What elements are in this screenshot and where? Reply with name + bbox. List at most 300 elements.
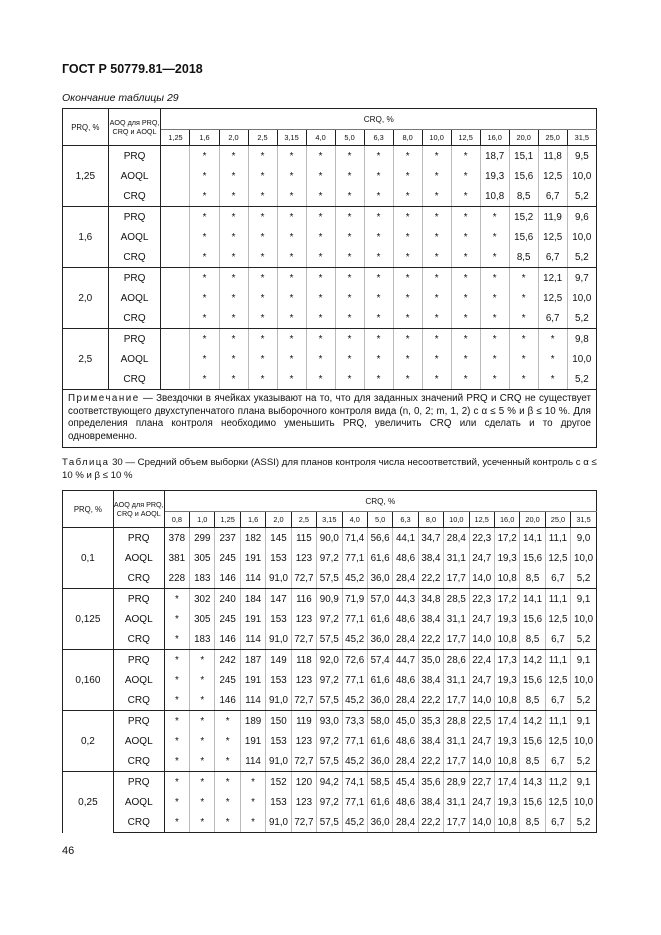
value-cell: 12,5 [545,609,570,629]
value-cell: 91,0 [266,629,291,650]
value-cell: * [364,247,393,268]
value-cell: 24,7 [469,670,494,690]
table-row [63,186,597,207]
value-cell: 71,9 [342,589,367,610]
value-cell: 10,8 [480,186,509,207]
value-cell: 12,5 [545,548,570,568]
value-cell: * [190,690,215,711]
value-cell: 31,1 [444,548,469,568]
value-cell: 9,6 [567,207,596,228]
value-cell: 28,8 [444,711,469,732]
value-cell: 61,6 [367,792,392,812]
value-cell: 35,3 [418,711,443,732]
value-cell: * [219,268,248,289]
value-cell: * [335,247,364,268]
value-cell: * [164,751,189,772]
value-cell: * [248,329,277,350]
value-cell: 12,1 [538,268,567,289]
value-cell: * [219,349,248,369]
value-cell: * [451,186,480,207]
value-cell: * [248,166,277,186]
value-cell: 92,0 [317,650,342,671]
value-cell: * [190,751,215,772]
value-cell: 77,1 [342,609,367,629]
value-cell: 48,6 [393,548,418,568]
value-cell: 94,2 [317,772,342,793]
value-cell: 14,0 [469,568,494,589]
value-cell: 28,4 [444,528,469,549]
value-cell: * [190,329,219,350]
value-cell: 97,2 [317,792,342,812]
note-text: — Звездочки в ячейках указывают на то, что для заданных значений PRQ и CRQ не существует соответствующего двухступенчатого плана выборочного контроля вида (n, 0, 2; m, 1, 2) с α ≤ 5 % и β ≤ 10 %. Для определения плана контроля необходимо уменьшить PRQ, увеличить CRQ или сделать и то другое одновременно. [68,393,591,442]
value-cell: 10,0 [567,227,596,247]
row-label: AOQL [113,609,164,629]
value-cell: 10,8 [494,812,519,833]
value-cell: * [164,629,189,650]
value-cell: * [174,796,179,808]
value-cell: * [190,731,215,751]
value-cell: * [190,792,215,812]
value-cell: 24,7 [469,548,494,568]
value-cell: 97,2 [317,548,342,568]
value-cell [161,247,190,268]
value-cell: 31,1 [444,792,469,812]
value-cell: * [335,207,364,228]
value-cell: 14,2 [520,650,545,671]
value-cell: * [422,308,451,329]
value-cell: * [190,146,219,167]
row-label: PRQ [113,589,164,610]
value-cell: * [190,812,215,833]
value-cell: 28,9 [444,772,469,793]
crq-column-header: 8,0 [393,130,422,146]
value-cell: * [190,711,215,732]
value-cell: * [248,227,277,247]
crq-column-header: 2,5 [248,130,277,146]
value-cell: 57,0 [367,589,392,610]
row-label: CRQ [108,247,161,268]
value-cell: * [451,288,480,308]
value-cell: 36,0 [367,568,392,589]
value-cell: 299 [190,528,215,549]
value-cell: * [219,308,248,329]
value-cell: * [451,207,480,228]
value-cell: 72,7 [291,568,316,589]
value-cell: 28,4 [393,690,418,711]
value-cell: 19,3 [480,166,509,186]
value-cell: * [248,207,277,228]
value-cell: 22,2 [418,812,443,833]
row-label: CRQ [108,186,161,207]
aoq-header: AOQ для PRQ, CRQ и AOQL [113,491,164,528]
value-cell: 91,0 [266,812,291,833]
value-cell: * [164,690,189,711]
crq-column-header: 3,15 [317,512,342,528]
value-cell: 38,4 [418,731,443,751]
value-cell: 17,7 [444,568,469,589]
value-cell: * [393,268,422,289]
value-cell: 12,5 [545,670,570,690]
table-row [63,650,597,671]
value-cell: 119 [291,711,316,732]
value-cell: 5,2 [571,690,597,711]
value-cell: 44,7 [393,650,418,671]
value-cell: 10,8 [494,751,519,772]
value-cell: * [509,349,538,369]
value-cell: 14,0 [469,751,494,772]
value-cell: 153 [266,731,291,751]
crq-column-header: 12,5 [451,130,480,146]
value-cell: 36,0 [367,629,392,650]
value-cell: * [219,247,248,268]
value-cell: 15,2 [509,207,538,228]
value-cell: 305 [190,609,215,629]
value-cell: * [190,670,215,690]
row-label: PRQ [113,650,164,671]
crq-column-header: 5,0 [367,512,392,528]
value-cell: 191 [240,609,265,629]
value-cell: 153 [266,670,291,690]
table-row [63,731,597,751]
crq-header: CRQ, % [161,109,597,130]
crq-column-header: 2,0 [266,512,291,528]
value-cell: * [393,288,422,308]
value-cell: 9,1 [571,772,597,793]
value-cell: 38,4 [418,609,443,629]
value-cell: 5,2 [567,186,596,207]
value-cell: 11,8 [538,146,567,167]
value-cell: 120 [291,772,316,793]
value-cell: 36,0 [367,812,392,833]
value-cell: 44,3 [393,589,418,610]
value-cell: 14,2 [520,711,545,732]
value-cell: 17,4 [494,772,519,793]
value-cell: 15,6 [509,166,538,186]
value-cell: 73,3 [342,711,367,732]
value-cell: * [451,349,480,369]
value-cell: 14,0 [469,690,494,711]
value-cell: * [240,812,265,833]
value-cell: 305 [190,548,215,568]
value-cell: 38,4 [418,548,443,568]
value-cell: * [480,247,509,268]
value-cell: * [277,247,306,268]
table-row [63,166,597,186]
value-cell: 153 [266,792,291,812]
value-cell: * [306,308,335,329]
value-cell: * [364,207,393,228]
value-cell: * [190,650,215,671]
table-row [63,146,597,167]
crq-column-header: 31,5 [571,512,597,528]
value-cell: * [190,308,219,329]
row-label: AOQL [113,792,164,812]
value-cell: * [393,369,422,390]
value-cell: 17,7 [444,812,469,833]
value-cell: 14,0 [469,629,494,650]
row-label: PRQ [108,268,161,289]
value-cell: * [306,369,335,390]
value-cell: 10,0 [571,548,597,568]
value-cell: * [451,308,480,329]
value-cell: * [190,166,219,186]
table-row [63,329,597,350]
value-cell: 5,2 [567,369,596,390]
value-cell: 19,3 [494,792,519,812]
value-cell: * [335,166,364,186]
value-cell: * [451,329,480,350]
value-cell: 61,6 [367,670,392,690]
value-cell: * [240,792,265,812]
value-cell: 14,3 [520,772,545,793]
value-cell: 114 [240,751,265,772]
row-label: AOQL [113,548,164,568]
value-cell: 381 [168,552,186,564]
row-label: CRQ [113,812,164,833]
value-cell: 12,5 [538,288,567,308]
value-cell: * [364,349,393,369]
row-label: CRQ [113,690,164,711]
value-cell: * [277,308,306,329]
row-label: PRQ [113,711,164,732]
value-cell [161,308,190,329]
value-cell: 11,1 [545,650,570,671]
value-cell: 9,7 [567,268,596,289]
page-number: 46 [62,845,75,857]
value-cell: 38,4 [418,670,443,690]
value-cell: 77,1 [342,548,367,568]
value-cell: 8,5 [520,568,545,589]
value-cell: 240 [215,589,240,610]
value-cell: 146 [215,629,240,650]
value-cell: * [248,186,277,207]
value-cell: * [277,227,306,247]
value-cell: 10,8 [494,568,519,589]
value-cell: 61,6 [367,548,392,568]
value-cell: 35,6 [418,772,443,793]
value-cell: 15,6 [509,227,538,247]
value-cell: 115 [291,528,316,549]
value-cell: 31,1 [444,609,469,629]
value-cell: * [190,227,219,247]
value-cell: * [393,166,422,186]
value-cell: * [306,288,335,308]
value-cell: 5,2 [571,812,597,833]
value-cell: * [335,146,364,167]
document-header: ГОСТ Р 50779.81—2018 [62,62,203,76]
value-cell: 22,2 [418,690,443,711]
table-row [63,268,597,289]
value-cell: 97,2 [317,731,342,751]
value-cell: * [335,349,364,369]
value-cell: 57,5 [317,751,342,772]
value-cell: * [240,772,265,793]
value-cell: 6,7 [538,186,567,207]
value-cell: * [164,650,189,671]
row-label: CRQ [113,568,164,589]
value-cell: 19,3 [494,670,519,690]
value-cell: 45,2 [342,568,367,589]
value-cell: * [277,268,306,289]
value-cell: * [422,186,451,207]
row-label: AOQL [113,670,164,690]
crq-column-header: 20,0 [509,130,538,146]
value-cell: 153 [266,548,291,568]
value-cell: 17,2 [494,528,519,549]
value-cell: * [422,369,451,390]
value-cell: 22,2 [418,629,443,650]
value-cell: * [190,288,219,308]
value-cell: 77,1 [342,731,367,751]
value-cell: * [480,207,509,228]
value-cell: 22,4 [469,650,494,671]
table-30-caption [62,456,602,482]
value-cell: 61,6 [367,609,392,629]
value-cell: 34,7 [418,528,443,549]
prq-header: PRQ, % [63,491,114,528]
value-cell: * [364,227,393,247]
crq-column-header: 10,0 [422,130,451,146]
prq-group-cell: 1,6 [63,207,109,268]
crq-column-header: 0,8 [164,512,189,528]
value-cell: 123 [291,792,316,812]
value-cell: * [248,247,277,268]
value-cell: 191 [240,670,265,690]
value-cell: 237 [215,528,240,549]
value-cell: * [219,207,248,228]
value-cell: 57,5 [317,690,342,711]
value-cell: * [248,369,277,390]
value-cell: 8,5 [520,751,545,772]
value-cell: 150 [266,711,291,732]
prq-group-cell: 0,25 [63,772,114,833]
value-cell: 6,7 [545,629,570,650]
value-cell: 38,4 [418,792,443,812]
prq-group-cell: 0,1 [63,528,114,589]
value-cell: * [306,207,335,228]
value-cell: 17,7 [444,751,469,772]
value-cell: * [277,146,306,167]
value-cell: * [364,288,393,308]
value-cell: * [364,186,393,207]
value-cell: 182 [240,528,265,549]
value-cell: 8,5 [509,247,538,268]
table-row [63,568,597,589]
value-cell: * [306,247,335,268]
value-cell: 77,1 [342,792,367,812]
crq-column-header: 6,3 [364,130,393,146]
table-row [63,792,597,812]
value-cell: * [393,349,422,369]
table-row [63,609,597,629]
value-cell: * [215,812,240,833]
value-cell: 31,1 [444,731,469,751]
value-cell: * [335,329,364,350]
value-cell: * [393,308,422,329]
crq-column-header: 1,25 [161,130,190,146]
value-cell: * [393,186,422,207]
value-cell: 28,4 [393,812,418,833]
value-cell: 36,0 [367,751,392,772]
value-cell: * [215,731,240,751]
value-cell: 228 [164,568,189,589]
note-title: Примечание [68,393,140,404]
value-cell: 11,1 [545,528,570,549]
value-cell: * [219,369,248,390]
value-cell: * [219,186,248,207]
value-cell: 9,1 [571,650,597,671]
value-cell: 57,5 [317,568,342,589]
value-cell: * [306,268,335,289]
value-cell: * [509,369,538,390]
value-cell: * [393,329,422,350]
value-cell: * [164,772,189,793]
value-cell: * [248,146,277,167]
value-cell: * [219,227,248,247]
value-cell: 58,0 [367,711,392,732]
value-cell: * [306,329,335,350]
value-cell: 17,7 [444,629,469,650]
value-cell: * [451,247,480,268]
value-cell: 10,0 [571,731,597,751]
value-cell: 11,1 [545,589,570,610]
value-cell: * [219,329,248,350]
table-row [63,670,597,690]
value-cell: * [190,369,219,390]
crq-column-header: 1,0 [190,512,215,528]
value-cell: 28,5 [444,589,469,610]
value-cell: * [538,349,567,369]
value-cell: 8,5 [520,629,545,650]
table-row [63,308,597,329]
value-cell: * [480,308,509,329]
table-row [63,349,597,369]
table-row [63,207,597,228]
value-cell [161,268,190,289]
value-cell: 114 [240,629,265,650]
value-cell: 28,4 [393,751,418,772]
value-cell: 153 [266,609,291,629]
value-cell: 15,6 [520,792,545,812]
value-cell: 12,5 [538,227,567,247]
value-cell: 72,7 [291,690,316,711]
value-cell: 61,6 [367,731,392,751]
row-label: PRQ [108,207,161,228]
value-cell: * [306,186,335,207]
value-cell: * [393,207,422,228]
value-cell: * [451,146,480,167]
value-cell: * [422,349,451,369]
value-cell: * [451,166,480,186]
crq-column-header: 8,0 [418,512,443,528]
value-cell: * [306,227,335,247]
value-cell: * [164,812,189,833]
crq-column-header: 1,25 [215,512,240,528]
prq-group-cell: 0,160 [63,650,114,711]
value-cell: 22,3 [469,528,494,549]
value-cell: 245 [215,670,240,690]
value-cell: 6,7 [545,751,570,772]
value-cell: * [277,166,306,186]
value-cell: 6,7 [545,812,570,833]
row-label: PRQ [108,146,161,167]
value-cell: 74,1 [342,772,367,793]
value-cell: 57,5 [317,629,342,650]
value-cell: * [364,369,393,390]
crq-column-header: 31,5 [567,130,596,146]
table-29-note [63,390,597,448]
value-cell [161,329,190,350]
